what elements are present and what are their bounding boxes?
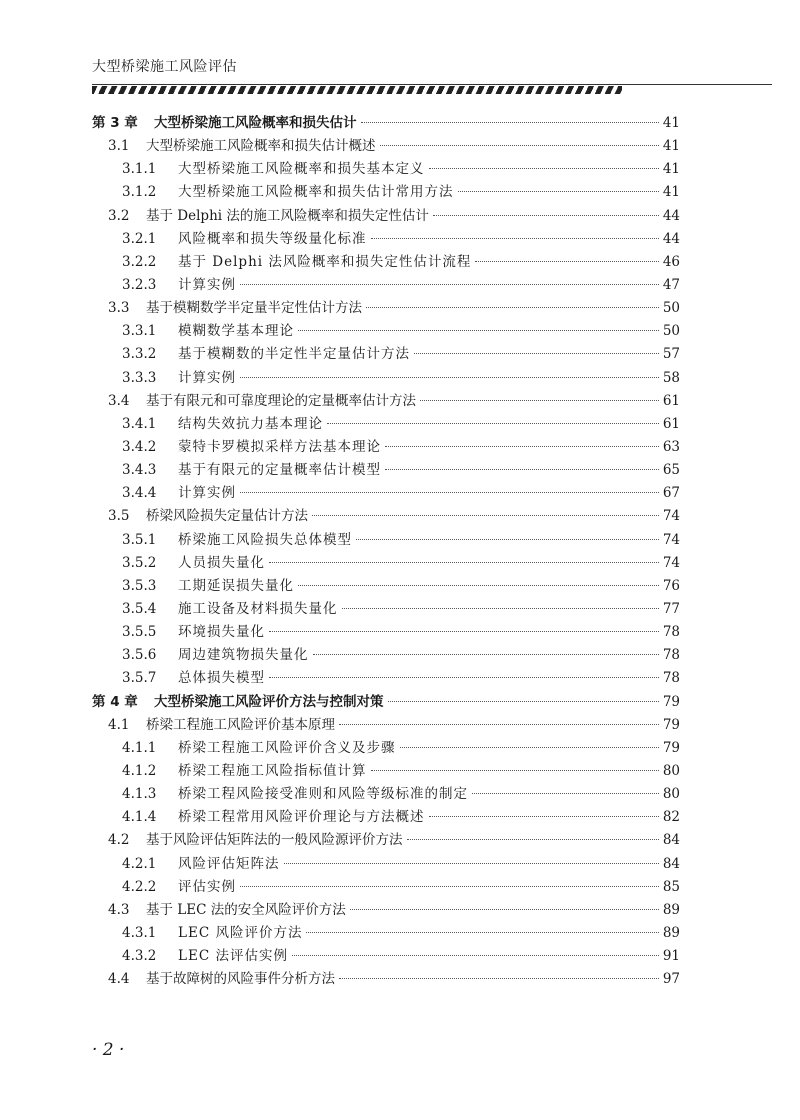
toc-subsection-entry	[92, 343, 680, 366]
toc-entry-page: 41	[662, 115, 680, 131]
toc-entry-number: 3.5.5	[122, 624, 157, 641]
toc-entry-title: 大型桥梁施工风险评价方法与控制对策	[154, 693, 384, 710]
toc-entry-title: 周边建筑物损失量化	[178, 647, 309, 664]
toc-entry-page: 61	[662, 415, 680, 432]
toc-dot-leader	[339, 978, 659, 979]
toc-entry-title: 桥梁工程施工风险评价基本原理	[146, 716, 335, 733]
toc-entry-page: 63	[662, 438, 680, 455]
toc-subsection-entry	[92, 922, 680, 945]
toc-subsection-entry	[92, 667, 680, 690]
toc-entry-page: 47	[662, 276, 680, 293]
toc-entry-page: 89	[662, 924, 680, 941]
toc-entry-title: 评估实例	[178, 878, 236, 895]
toc-entry-page: 57	[662, 346, 680, 363]
toc-entry-page: 79	[662, 716, 680, 733]
toc-dot-leader	[313, 654, 659, 655]
toc-entry-number: 3.2.3	[122, 276, 157, 293]
toc-entry-title: LEC 风险评价方法	[178, 924, 303, 941]
toc-entry-page: 84	[662, 855, 680, 872]
toc-entry-page: 44	[662, 230, 680, 247]
toc-entry-number: 3.4	[108, 392, 130, 409]
toc-subsection-entry	[92, 552, 680, 575]
toc-section-entry	[92, 829, 680, 852]
toc-entry-number: 3.5.3	[122, 577, 157, 594]
toc-entry-page: 41	[662, 161, 680, 178]
toc-dot-leader	[269, 562, 659, 563]
toc-entry-title: 基于模糊数的半定性半定量估计方法	[178, 346, 410, 363]
toc-entry-number: 4.1.2	[122, 762, 157, 779]
toc-entry-page: 76	[662, 577, 680, 594]
toc-dot-leader	[240, 886, 659, 887]
header-decoration	[92, 86, 622, 94]
toc-entry-number: 3.2	[108, 207, 130, 224]
toc-entry-page: 78	[662, 670, 680, 687]
toc-entry-page: 85	[662, 878, 680, 895]
toc-entry-page: 78	[662, 647, 680, 664]
toc-dot-leader	[327, 423, 659, 424]
toc-entry-number: 3.5	[108, 508, 130, 525]
toc-entry-title: 桥梁风险损失定量估计方法	[146, 508, 308, 525]
toc-entry-number: 4.1.4	[122, 809, 157, 826]
toc-entry-title: 基于 Delphi 法风险概率和损失定性估计流程	[178, 253, 472, 270]
toc-entry-page: 61	[662, 392, 680, 409]
toc-dot-leader	[269, 677, 659, 678]
toc-entry-page: 79	[662, 693, 680, 710]
toc-dot-leader	[414, 353, 659, 354]
toc-entry-title: 大型桥梁施工风险概率和损失估计概述	[146, 138, 376, 155]
toc-entry-number: 4.2	[108, 832, 130, 849]
toc-entry-number: 3.4.2	[122, 438, 157, 455]
toc-dot-leader	[366, 307, 659, 308]
toc-entry-page: 41	[662, 184, 680, 201]
toc-subsection-entry	[92, 459, 680, 482]
toc-dot-leader	[429, 816, 659, 817]
toc-entry-title: 桥梁施工风险损失总体模型	[178, 531, 352, 548]
toc-entry-number: 3.1.1	[122, 161, 157, 178]
toc-entry-page: 80	[662, 762, 680, 779]
toc-entry-number: 3.2.1	[122, 230, 157, 247]
toc-entry-number: 4.4	[108, 971, 130, 988]
toc-section-entry	[92, 135, 680, 158]
table-of-contents	[92, 112, 680, 991]
toc-entry-title: 桥梁工程施工风险指标值计算	[178, 762, 367, 779]
toc-entry-title: 总体损失模型	[178, 670, 265, 687]
toc-entry-title: 计算实例	[178, 369, 236, 386]
toc-entry-number: 3.1.2	[122, 184, 157, 201]
toc-entry-title: 模糊数学基本理论	[178, 323, 294, 340]
toc-entry-number: 3.5.7	[122, 670, 157, 687]
toc-subsection-entry	[92, 274, 680, 297]
toc-entry-number: 4.1	[108, 716, 130, 733]
toc-entry-title: 基于 LEC 法的安全风险评价方法	[146, 901, 346, 918]
toc-entry-title: 基于模糊数学半定量半定性估计方法	[146, 300, 362, 317]
toc-entry-number: 3.1	[108, 138, 130, 155]
running-header-title: 大型桥梁施工风险评估	[92, 59, 237, 75]
toc-dot-leader	[371, 770, 659, 771]
toc-section-entry	[92, 205, 680, 228]
toc-dot-leader	[342, 608, 659, 609]
toc-entry-title: 基于故障树的风险事件分析方法	[146, 971, 335, 988]
toc-entry-number: 4.2.2	[122, 878, 157, 895]
toc-entry-page: 74	[662, 508, 680, 525]
toc-dot-leader	[433, 215, 659, 216]
toc-subsection-entry	[92, 320, 680, 343]
toc-entry-page: 97	[662, 971, 680, 988]
toc-dot-leader	[240, 284, 659, 285]
toc-dot-leader	[361, 122, 659, 123]
toc-entry-number: 3.3.3	[122, 369, 157, 386]
toc-entry-page: 46	[662, 253, 680, 270]
toc-entry-number: 3.5.6	[122, 647, 157, 664]
toc-dot-leader	[240, 492, 659, 493]
toc-subsection-entry	[92, 853, 680, 876]
toc-dot-leader	[380, 145, 659, 146]
toc-entry-number: 3.4.1	[122, 415, 157, 432]
toc-dot-leader	[458, 191, 659, 192]
toc-dot-leader	[350, 909, 659, 910]
toc-entry-page: 67	[662, 485, 680, 502]
toc-entry-number: 4.3.2	[122, 948, 157, 965]
toc-section-entry	[92, 968, 680, 991]
toc-dot-leader	[371, 238, 659, 239]
toc-dot-leader	[298, 330, 659, 331]
toc-dot-leader	[339, 724, 659, 725]
toc-entry-title: 桥梁工程常用风险评价理论与方法概述	[178, 809, 425, 826]
toc-dot-leader	[388, 701, 659, 702]
toc-dot-leader	[420, 400, 659, 401]
toc-subsection-entry	[92, 529, 680, 552]
toc-entry-page: 58	[662, 369, 680, 386]
toc-subsection-entry	[92, 876, 680, 899]
toc-entry-page: 41	[662, 138, 680, 155]
toc-entry-page: 77	[662, 600, 680, 617]
toc-chapter-entry	[92, 112, 680, 135]
toc-entry-number: 3.5.2	[122, 554, 157, 571]
toc-section-entry	[92, 390, 680, 413]
toc-entry-number: 4.3.1	[122, 924, 157, 941]
toc-subsection-entry	[92, 598, 680, 621]
toc-dot-leader	[292, 955, 659, 956]
toc-subsection-entry	[92, 806, 680, 829]
toc-dot-leader	[429, 168, 659, 169]
toc-dot-leader	[312, 515, 659, 516]
toc-subsection-entry	[92, 367, 680, 390]
toc-entry-number: 3.3.2	[122, 346, 157, 363]
toc-entry-title: 人员损失量化	[178, 554, 265, 571]
toc-dot-leader	[385, 469, 659, 470]
toc-dot-leader	[475, 261, 658, 262]
toc-subsection-entry	[92, 737, 680, 760]
toc-entry-page: 80	[662, 786, 680, 803]
toc-entry-title: 施工设备及材料损失量化	[178, 600, 338, 617]
toc-entry-number: 3.4.4	[122, 485, 157, 502]
toc-entry-number: 3.5.1	[122, 531, 157, 548]
toc-entry-title: 大型桥梁施工风险概率和损失估计常用方法	[178, 184, 454, 201]
toc-dot-leader	[269, 631, 659, 632]
toc-entry-title: 风险概率和损失等级量化标准	[178, 230, 367, 247]
toc-entry-title: 蒙特卡罗模拟采样方法基本理论	[178, 438, 381, 455]
toc-entry-number: 第 4 章	[92, 693, 138, 710]
toc-entry-title: 计算实例	[178, 276, 236, 293]
toc-entry-title: 基于 Delphi 法的施工风险概率和损失定性估计	[146, 207, 429, 224]
toc-entry-title: 结构失效抗力基本理论	[178, 415, 323, 432]
toc-subsection-entry	[92, 644, 680, 667]
toc-entry-page: 84	[662, 832, 680, 849]
toc-dot-leader	[400, 747, 659, 748]
toc-entry-title: 桥梁工程风险接受准则和风险等级标准的制定	[178, 786, 468, 803]
toc-section-entry	[92, 297, 680, 320]
toc-dot-leader	[298, 585, 659, 586]
toc-subsection-entry	[92, 413, 680, 436]
toc-entry-number: 第 3 章	[92, 115, 138, 131]
toc-entry-page: 50	[662, 300, 680, 317]
toc-entry-number: 4.3	[108, 901, 130, 918]
toc-entry-page: 79	[662, 739, 680, 756]
toc-entry-number: 4.1.1	[122, 739, 157, 756]
toc-entry-page: 74	[662, 554, 680, 571]
toc-entry-number: 3.3.1	[122, 323, 157, 340]
toc-entry-title: 环境损失量化	[178, 624, 265, 641]
toc-entry-page: 91	[662, 948, 680, 965]
toc-subsection-entry	[92, 783, 680, 806]
toc-entry-title: LEC 法评估实例	[178, 948, 288, 965]
toc-entry-page: 74	[662, 531, 680, 548]
toc-entry-page: 78	[662, 624, 680, 641]
toc-entry-title: 大型桥梁施工风险概率和损失基本定义	[178, 161, 425, 178]
toc-subsection-entry	[92, 482, 680, 505]
toc-subsection-entry	[92, 575, 680, 598]
toc-section-entry	[92, 714, 680, 737]
toc-subsection-entry	[92, 436, 680, 459]
toc-entry-title: 基于有限元的定量概率估计模型	[178, 462, 381, 479]
toc-entry-title: 大型桥梁施工风险概率和损失估计	[154, 115, 357, 131]
toc-section-entry	[92, 899, 680, 922]
toc-subsection-entry	[92, 621, 680, 644]
toc-subsection-entry	[92, 181, 680, 204]
toc-dot-leader	[472, 793, 659, 794]
toc-subsection-entry	[92, 760, 680, 783]
toc-dot-leader	[240, 377, 659, 378]
toc-entry-title: 计算实例	[178, 485, 236, 502]
toc-entry-page: 50	[662, 323, 680, 340]
toc-dot-leader	[407, 839, 659, 840]
toc-dot-leader	[385, 446, 659, 447]
toc-entry-number: 4.1.3	[122, 786, 157, 803]
toc-entry-title: 基于风险评估矩阵法的一般风险源评价方法	[146, 832, 403, 849]
toc-section-entry	[92, 505, 680, 528]
toc-dot-leader	[306, 932, 658, 933]
toc-subsection-entry	[92, 251, 680, 274]
toc-entry-number: 3.2.2	[122, 253, 157, 270]
toc-entry-page: 89	[662, 901, 680, 918]
toc-chapter-entry	[92, 691, 680, 714]
toc-entry-number: 3.3	[108, 300, 130, 317]
toc-entry-page: 44	[662, 207, 680, 224]
toc-subsection-entry	[92, 228, 680, 251]
toc-entry-title: 工期延误损失量化	[178, 577, 294, 594]
toc-entry-number: 4.2.1	[122, 855, 157, 872]
toc-entry-title: 风险评估矩阵法	[178, 855, 280, 872]
toc-dot-leader	[356, 539, 659, 540]
toc-entry-number: 3.4.3	[122, 462, 157, 479]
toc-entry-title: 基于有限元和可靠度理论的定量概率估计方法	[146, 392, 416, 409]
toc-subsection-entry	[92, 158, 680, 181]
toc-entry-number: 3.5.4	[122, 600, 157, 617]
toc-dot-leader	[284, 863, 659, 864]
toc-entry-page: 65	[662, 462, 680, 479]
toc-entry-page: 82	[662, 809, 680, 826]
page-number: · 2 ·	[92, 1040, 125, 1060]
toc-subsection-entry	[92, 945, 680, 968]
toc-entry-title: 桥梁工程施工风险评价含义及步骤	[178, 739, 396, 756]
